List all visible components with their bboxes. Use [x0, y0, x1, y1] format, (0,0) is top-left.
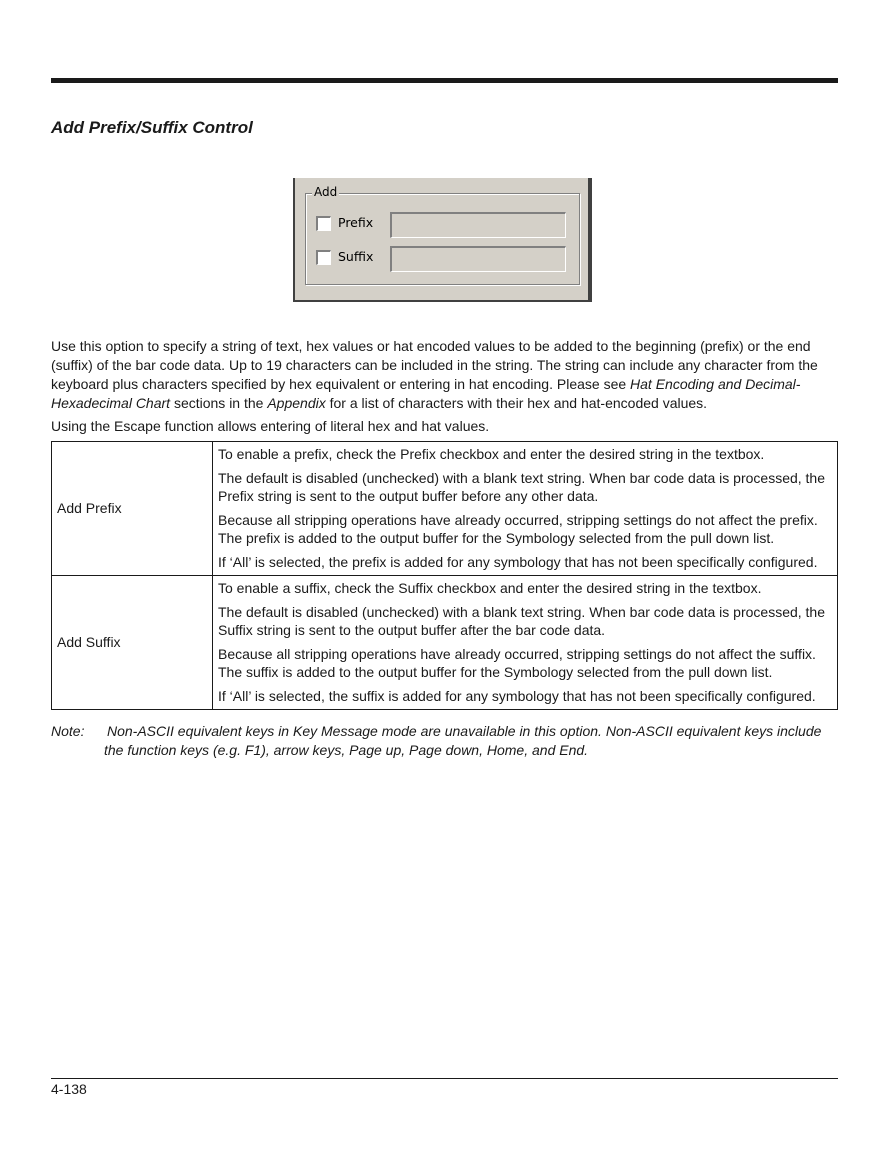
suffix-textbox[interactable]: [390, 246, 566, 272]
prefix-textbox[interactable]: [390, 212, 566, 238]
suffix-desc-paragraph: If ‘All’ is selected, the suffix is added for any symbology that has not been specifically configured.: [218, 687, 816, 704]
hat-encoding-chart-reference: Hat Encoding and Decimal-Hexadecimal Chart: [51, 376, 801, 411]
footer-rule: [51, 1078, 838, 1079]
note-line-1: Non-ASCII equivalent keys in Key Message mode are unavailable in this option. Non-ASCII equivalent keys include: [107, 723, 822, 739]
note-block: [51, 722, 841, 760]
prefix-desc-paragraph: To enable a prefix, check the Prefix checkbox and enter the desired string in the textbox.: [218, 446, 765, 462]
prefix-desc-paragraph: If ‘All’ is selected, the prefix is added for any symbology that has not been specifically configured.: [218, 553, 818, 570]
section-title: Add Prefix/Suffix Control: [51, 118, 253, 137]
add-suffix-term: Add Suffix: [52, 576, 213, 710]
note-line-2: the function keys (e.g. F1), arrow keys, Page up, Page down, Home, and End.: [104, 742, 589, 758]
table-row-add-suffix: [52, 576, 838, 710]
appendix-reference: Appendix: [267, 395, 326, 411]
add-prefix-description: [213, 442, 838, 576]
prefix-row: [316, 212, 576, 238]
suffix-desc-paragraph: Because all stripping operations have already occurred, stripping settings do not affect the suffix. The suffix is added to the output buffer for the Symbology selected from the pull down list.: [218, 645, 816, 680]
prefix-label: Prefix: [338, 215, 374, 230]
note-text: [104, 722, 841, 760]
intro-text-2: sections in the: [170, 395, 268, 411]
header-rule: [51, 78, 838, 83]
suffix-checkbox[interactable]: [316, 250, 331, 265]
prefix-desc-paragraph: The default is disabled (unchecked) with a blank text string. When bar code data is processed, the Prefix string is sent to the output buffer before any other data.: [218, 469, 826, 504]
table-row-add-prefix: [52, 442, 838, 576]
prefix-checkbox[interactable]: [316, 216, 331, 231]
add-prefix-term: Add Prefix: [52, 442, 213, 576]
intro-paragraph: [51, 337, 841, 413]
add-prefix-suffix-dialog-screenshot: [293, 178, 592, 302]
suffix-desc-paragraph: To enable a suffix, check the Suffix checkbox and enter the desired string in the textbox.: [218, 580, 762, 596]
suffix-row: [316, 246, 576, 272]
suffix-desc-paragraph: The default is disabled (unchecked) with a blank text string. When bar code data is processed, the Suffix string is sent to the output buffer after the bar code data.: [218, 603, 826, 638]
suffix-label: Suffix: [338, 249, 374, 264]
intro-text-3: for a list of characters with their hex and hat-encoded values.: [325, 395, 708, 411]
escape-function-paragraph: Using the Escape function allows entering of literal hex and hat values.: [51, 418, 490, 434]
add-group-box: [305, 185, 580, 285]
page-number: 4-138: [51, 1081, 87, 1097]
prefix-suffix-table: [51, 441, 838, 710]
intro-text-1: Use this option to specify a string of text, hex values or hat encoded values to be added to the beginning (prefix) or the end (suffix) of the bar code data. Up to 19 characters can be included in the string. The string can include any character from the keyboard plus characters specified by hex equivalent or entering in hat encoding. Please see: [51, 338, 818, 392]
note-label: Note:: [51, 723, 85, 739]
add-suffix-description: [213, 576, 838, 710]
prefix-desc-paragraph: Because all stripping operations have already occurred, stripping settings do not affect the prefix. The prefix is added to the output buffer for the Symbology selected from the pull down list.: [218, 511, 818, 546]
add-group-label: Add: [314, 185, 338, 199]
